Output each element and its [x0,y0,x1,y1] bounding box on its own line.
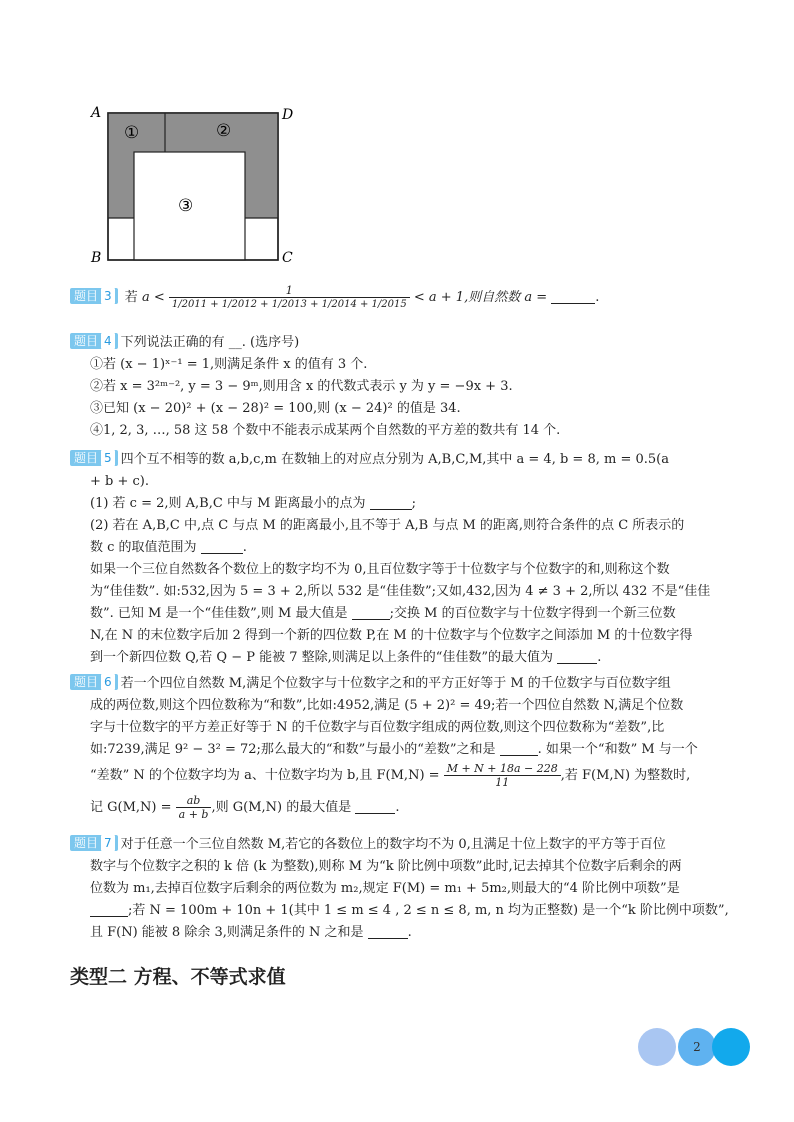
answer-blank[interactable] [201,539,243,554]
figure-svg [88,100,298,270]
rectangle-figure [88,100,298,270]
fraction: $\frac{ab}{a + b}$ [176,794,212,821]
problem-tag: 题目 7 [70,835,118,851]
statement-1: ①若 (x − 1)ˣ⁻¹ = 1,则满足条件 x 的值有 3 个. [90,357,368,372]
answer-blank[interactable] [370,495,412,510]
problem-tag: 题目 3 [70,288,118,304]
label-d: D [282,107,294,123]
problem-tag: 题目 4 [70,333,118,349]
problem-5: 题目 5 四个互不相等的数 a,b,c,m 在数轴上的对应点分别为 A,B,C,M,其中 a = 4, b = 8, m = 0.5(a + b + c). (1) 若 c = 2,则 A,B,C 中与 M 距离最小的点为 ; (2) 若在 A,B,C 中,点 C 与点 M 的距离最小,且不等于 A,B 与点 M 的距离,则符合条件的点 C 所表示的 数 c 的取值范围为 . 如果一个三位自然数各个数位上的数字均不为 0,且百位数字等于十位数字与个位数字的和,则称这个数 为“佳佳数”. 如:532,因为 5 = 3 + 2,所以 532 是“佳佳数”;又如,432,因为 4 ≠ 3 + 2,所以 432 不是“佳佳 数”. 已知 M 是一个“佳佳数”,则 M 最大值是 ;交换 M 的百位数字与十位数字得到一个新三位数 N,在 N 的末位数字后加 2 得到一个新的四位数 P,在 M 的十位数字与个位数字之间添加 M 的十位数字得 到一个新四位数 Q,若 Q − P 能被 7 整除,则满足以上条件的“佳佳数”的最大值为 . [70,449,760,669]
answer-blank[interactable] [90,902,128,917]
page-deco-right [712,1028,750,1066]
answer-blank[interactable] [557,649,597,664]
problem-7: 题目 7 对于任意一个三位自然数 M,若它的各数位上的数字均不为 0,且满足十位上数字的平方等于百位 数字与个位数字之积的 k 倍 (k 为整数),则称 M 为“k 阶比例中项数”此时,记去掉其个位数字后剩余的两 位数为 m₁,去掉百位数字后剩余的两位数为 m₂,规定 F(M) = m₁ + 5m₂,则最大的“4 阶比例中项数”是 ;若 N = 100m + 10n + 1(其中 1 ≤ m ≤ 4 , 2 ≤ n ≤ 8, m, n 均为正整数) 是一个“k 阶比例中项数”, 且 F(N) 能被 8 除余 3,则满足条件的 N 之和是 . [70,834,760,944]
answer-blank[interactable] [500,741,538,756]
answer-blank[interactable] [368,924,408,939]
fraction: $\frac{M + N + 18a - 228}{11}$ [444,762,561,789]
statement-4: ④1, 2, 3, …, 58 这 58 个数中不能表示成某两个自然数的平方差的数共有 14 个. [90,423,561,438]
label-b: B [91,250,102,266]
fraction: $\frac{1}{1/2011 + 1/2012 + 1/2013 + 1/2014 + 1/2015}$ [169,284,410,311]
region-1-label: ① [124,123,140,143]
page-deco-left [638,1028,676,1066]
problem-3: 题目 3 若 a < $\frac{1}{1/2011 + 1/2012 + 1/2013 + 1/2014 + 1/2015}$ < a + 1,则自然数 a = . [70,284,760,311]
answer-blank[interactable] [352,605,390,620]
problem-6: 题目 6 若一个四位自然数 M,满足个位数字与十位数字之和的平方正好等于 M 的千位数字与百位数字组 成的两位数,则这个四位数称为“和数”,比如:4952,满足 (5 + 2)² = 49;若一个四位自然数 N,满足个位数 字与十位数字的平方差正好等于 N 的千位数字与百位数字组成的两位数,则这个四位数称为“差数”,比 如:7239,满足 9² − 3² = 72;那么最大的“和数”与最小的“差数”之和是 . 如果一个“和数” M 与一个 “差数” N 的个位数字均为 a、十位数字均为 b,且 F(M,N) = $\frac{M + N + 18a - 228}{11}$ ,若 F(M,N) 为整数时, 记 G(M,N) = $\frac{ab}{a + b}$ ,则 G(M,N) 的最大值是 . [70,673,760,825]
label-c: C [282,250,293,266]
region-2-label: ② [216,121,232,141]
problem-tag: 题目 5 [70,450,118,466]
problem-tag: 题目 6 [70,674,118,690]
region-3-label: ③ [178,196,194,216]
statement-2: ②若 x = 3²ᵐ⁻², y = 3 − 9ᵐ,则用含 x 的代数式表示 y 为 y = −9x + 3. [90,379,513,394]
label-a: A [91,105,102,121]
answer-blank[interactable] [355,799,395,814]
statement-3: ③已知 (x − 20)² + (x − 28)² = 100,则 (x − 24)² 的值是 34. [90,401,461,416]
problem-4: 题目 4 下列说法正确的有 __. (选序号) ①若 (x − 1)ˣ⁻¹ = 1,则满足条件 x 的值有 3 个. ②若 x = 3²ᵐ⁻², y = 3 − 9ᵐ,则用含 x 的代数式表示 y 为 y = −9x + 3. ③已知 (x − 20)² + (x − 28)² = 100,则 (x − 24)² 的值是 34. ④1, 2, 3, …, 58 这 58 个数中不能表示成某两个自然数的平方差的数共有 14 个. [70,332,760,442]
section-title: 类型二 方程、不等式求值 [70,966,286,988]
answer-blank[interactable] [551,289,595,304]
page-number: 2 [693,1040,701,1054]
